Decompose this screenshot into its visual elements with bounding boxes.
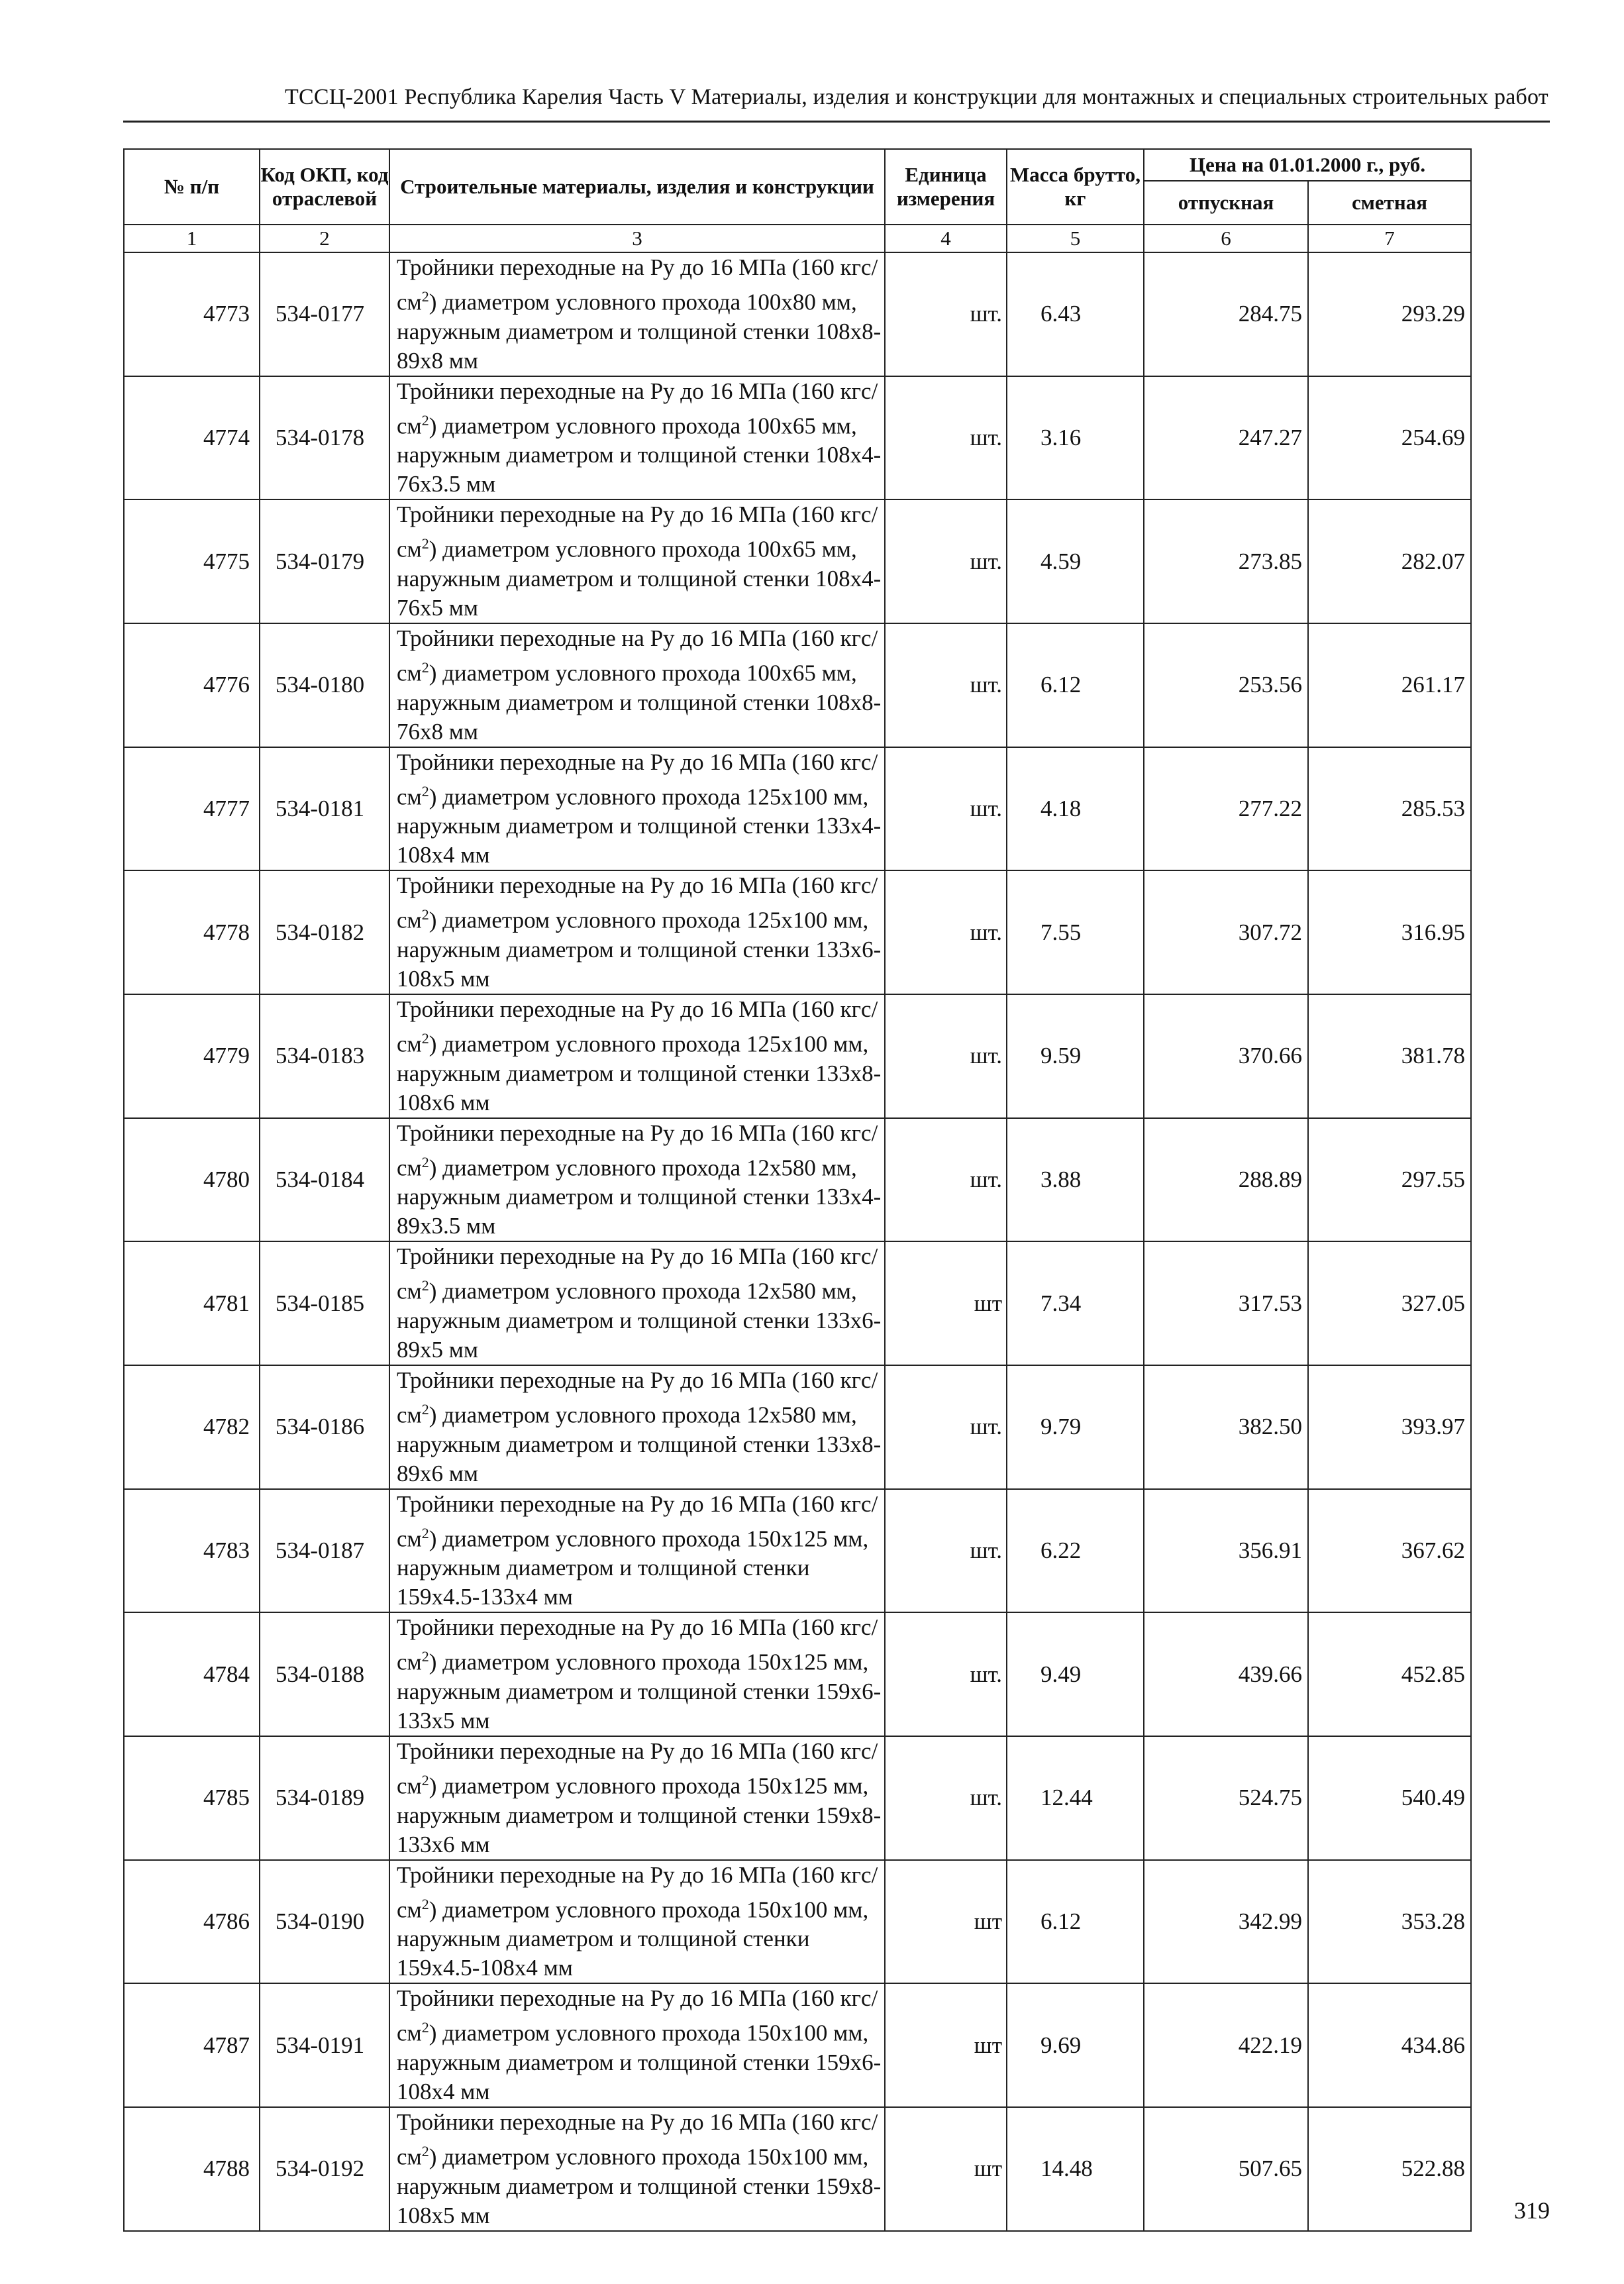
row-unit: шт [885, 1241, 1007, 1365]
row-price-est: 282.07 [1308, 499, 1471, 623]
row-description-a: Тройники переходные на Ру до 16 МПа (160 кгс/см [397, 1243, 878, 1304]
table-row [124, 747, 1471, 871]
row-price-out: 307.72 [1144, 870, 1308, 994]
row-price-est: 353.28 [1308, 1860, 1471, 1984]
row-price-out: 277.22 [1144, 747, 1308, 871]
table-row [124, 870, 1471, 994]
row-description [389, 1241, 885, 1365]
row-index: 4786 [124, 1860, 260, 1984]
row-code: 534-0191 [260, 1983, 389, 2107]
row-price-out: 370.66 [1144, 994, 1308, 1118]
header-rule [123, 121, 1550, 123]
row-mass: 9.49 [1007, 1612, 1144, 1736]
row-index: 4784 [124, 1612, 260, 1736]
col-number: 7 [1308, 225, 1471, 252]
row-mass: 6.12 [1007, 623, 1144, 747]
row-description-a: Тройники переходные на Ру до 16 МПа (160 кгс/см [397, 1861, 878, 1923]
row-code: 534-0192 [260, 2107, 389, 2231]
table-row [124, 376, 1471, 500]
row-unit: шт. [885, 376, 1007, 500]
row-price-est: 316.95 [1308, 870, 1471, 994]
row-price-out: 356.91 [1144, 1489, 1308, 1613]
row-description-b: ) диаметром условного прохода 100х80 мм, наружным диаметром и толщиной стенки 108х8-89х8 мм [397, 289, 882, 374]
row-code: 534-0183 [260, 994, 389, 1118]
row-index: 4781 [124, 1241, 260, 1365]
row-description-sup: 2 [421, 1400, 429, 1418]
row-mass: 4.59 [1007, 499, 1144, 623]
table-row [124, 1736, 1471, 1860]
row-unit: шт. [885, 1365, 1007, 1489]
row-description-a: Тройники переходные на Ру до 16 МПа (160 кгс/см [397, 749, 878, 810]
row-description [389, 1118, 885, 1242]
row-unit: шт. [885, 623, 1007, 747]
header-price-group: Цена на 01.01.2000 г., руб. [1144, 149, 1471, 181]
row-description-sup: 2 [421, 1277, 429, 1294]
row-price-out: 284.75 [1144, 252, 1308, 376]
table-row [124, 1365, 1471, 1489]
table-row [124, 1241, 1471, 1365]
row-price-out: 507.65 [1144, 2107, 1308, 2231]
row-price-est: 293.29 [1308, 252, 1471, 376]
row-price-est: 522.88 [1308, 2107, 1471, 2231]
row-index: 4782 [124, 1365, 260, 1489]
row-description [389, 499, 885, 623]
row-description-sup: 2 [421, 288, 429, 305]
row-index: 4787 [124, 1983, 260, 2107]
header-price-est: сметная [1308, 181, 1471, 225]
row-mass: 6.43 [1007, 252, 1144, 376]
row-description-b: ) диаметром условного прохода 150х125 мм, наружным диаметром и толщиной стенки 159х4.5-133х4 мм [397, 1526, 869, 1610]
col-number: 4 [885, 225, 1007, 252]
row-mass: 9.79 [1007, 1365, 1144, 1489]
row-description [389, 1860, 885, 1984]
row-description-b: ) диаметром условного прохода 100х65 мм, наружным диаметром и толщиной стенки 108х4-76х5 мм [397, 536, 882, 621]
row-description [389, 252, 885, 376]
row-price-out: 439.66 [1144, 1612, 1308, 1736]
row-mass: 6.12 [1007, 1860, 1144, 1984]
row-description-sup: 2 [421, 1648, 429, 1665]
row-code: 534-0186 [260, 1365, 389, 1489]
row-description-a: Тройники переходные на Ру до 16 МПа (160 кгс/см [397, 1490, 878, 1552]
row-description [389, 994, 885, 1118]
row-description-a: Тройники переходные на Ру до 16 МПа (160 кгс/см [397, 378, 878, 439]
row-description-b: ) диаметром условного прохода 150х100 мм, наружным диаметром и толщиной стенки 159х4.5-108х4 мм [397, 1896, 869, 1981]
row-price-out: 253.56 [1144, 623, 1308, 747]
row-price-est: 452.85 [1308, 1612, 1471, 1736]
column-number-row [124, 225, 1471, 252]
row-unit: шт. [885, 1736, 1007, 1860]
row-price-out: 524.75 [1144, 1736, 1308, 1860]
row-description-sup: 2 [421, 535, 429, 552]
row-description [389, 1612, 885, 1736]
row-description-sup: 2 [421, 1524, 429, 1541]
row-price-out: 273.85 [1144, 499, 1308, 623]
row-unit: шт [885, 2107, 1007, 2231]
table-row [124, 1489, 1471, 1613]
row-description [389, 1489, 885, 1613]
row-description-a: Тройники переходные на Ру до 16 МПа (160 кгс/см [397, 1119, 878, 1181]
row-mass: 7.34 [1007, 1241, 1144, 1365]
row-price-est: 434.86 [1308, 1983, 1471, 2107]
page-header-title: ТССЦ-2001 Республика Карелия Часть V Материалы, изделия и конструкции для монтажных и специальных строительных работ [285, 85, 1548, 109]
page-number: 319 [1514, 2197, 1550, 2224]
row-index: 4777 [124, 747, 260, 871]
row-price-est: 297.55 [1308, 1118, 1471, 1242]
table-row [124, 1612, 1471, 1736]
row-description-a: Тройники переходные на Ру до 16 МПа (160 кгс/см [397, 625, 878, 686]
row-index: 4773 [124, 252, 260, 376]
col-number: 5 [1007, 225, 1144, 252]
row-unit: шт. [885, 1489, 1007, 1613]
row-description-a: Тройники переходные на Ру до 16 МПа (160 кгс/см [397, 1985, 878, 2046]
header-code: Код ОКП, код отраслевой [260, 149, 389, 225]
row-code: 534-0179 [260, 499, 389, 623]
row-mass: 4.18 [1007, 747, 1144, 871]
row-description-b: ) диаметром условного прохода 150х100 мм, наружным диаметром и толщиной стенки 159х6-108х4 мм [397, 2020, 882, 2104]
col-number: 3 [389, 225, 885, 252]
row-unit: шт. [885, 252, 1007, 376]
row-mass: 12.44 [1007, 1736, 1144, 1860]
row-description [389, 623, 885, 747]
table-row [124, 499, 1471, 623]
row-description-sup: 2 [421, 2019, 429, 2036]
row-price-est: 393.97 [1308, 1365, 1471, 1489]
row-price-est: 540.49 [1308, 1736, 1471, 1860]
row-description-a: Тройники переходные на Ру до 16 МПа (160 кгс/см [397, 2108, 878, 2170]
row-description-a: Тройники переходные на Ру до 16 МПа (160 кгс/см [397, 996, 878, 1057]
row-price-est: 285.53 [1308, 747, 1471, 871]
table-row [124, 252, 1471, 376]
row-unit: шт [885, 1983, 1007, 2107]
row-price-out: 382.50 [1144, 1365, 1308, 1489]
row-description-b: ) диаметром условного прохода 125х100 мм, наружным диаметром и толщиной стенки 133х6-108х5 мм [397, 907, 882, 992]
row-index: 4774 [124, 376, 260, 500]
table-row [124, 994, 1471, 1118]
row-code: 534-0189 [260, 1736, 389, 1860]
row-description-sup: 2 [421, 658, 429, 676]
row-unit: шт. [885, 1118, 1007, 1242]
row-description-a: Тройники переходные на Ру до 16 МПа (160 кгс/см [397, 254, 878, 315]
row-unit: шт. [885, 870, 1007, 994]
row-description-a: Тройники переходные на Ру до 16 МПа (160 кгс/см [397, 1738, 878, 1799]
row-description-sup: 2 [421, 1895, 429, 1912]
row-price-est: 254.69 [1308, 376, 1471, 500]
row-description [389, 870, 885, 994]
table-body [124, 225, 1471, 2231]
row-description [389, 1983, 885, 2107]
row-code: 534-0180 [260, 623, 389, 747]
row-mass: 6.22 [1007, 1489, 1144, 1613]
row-description-b: ) диаметром условного прохода 12х580 мм, наружным диаметром и толщиной стенки 133х6-89х5 мм [397, 1278, 882, 1363]
col-number: 6 [1144, 225, 1308, 252]
row-mass: 9.69 [1007, 1983, 1144, 2107]
col-number: 1 [124, 225, 260, 252]
row-index: 4785 [124, 1736, 260, 1860]
row-price-est: 261.17 [1308, 623, 1471, 747]
row-price-est: 327.05 [1308, 1241, 1471, 1365]
row-description-b: ) диаметром условного прохода 125х100 мм, наружным диаметром и толщиной стенки 133х4-108х4 мм [397, 784, 882, 868]
row-code: 534-0190 [260, 1860, 389, 1984]
row-mass: 3.16 [1007, 376, 1144, 500]
row-price-out: 288.89 [1144, 1118, 1308, 1242]
row-unit: шт. [885, 1612, 1007, 1736]
row-description-b: ) диаметром условного прохода 150х125 мм, наружным диаметром и толщиной стенки 159х6-133х5 мм [397, 1649, 882, 1734]
row-unit: шт. [885, 994, 1007, 1118]
row-index: 4780 [124, 1118, 260, 1242]
row-index: 4778 [124, 870, 260, 994]
row-price-out: 247.27 [1144, 376, 1308, 500]
row-description [389, 1365, 885, 1489]
row-description-b: ) диаметром условного прохода 12х580 мм, наружным диаметром и толщиной стенки 133х4-89х3.5 мм [397, 1155, 882, 1239]
row-mass: 14.48 [1007, 2107, 1144, 2231]
row-description [389, 376, 885, 500]
row-description-b: ) диаметром условного прохода 150х125 мм, наружным диаметром и толщиной стенки 159х8-133х6 мм [397, 1773, 882, 1857]
row-price-est: 367.62 [1308, 1489, 1471, 1613]
table-row [124, 1983, 1471, 2107]
row-code: 534-0185 [260, 1241, 389, 1365]
table-row [124, 1118, 1471, 1242]
row-unit: шт. [885, 747, 1007, 871]
row-description-a: Тройники переходные на Ру до 16 МПа (160 кгс/см [397, 1367, 878, 1428]
header-idx: № п/п [124, 149, 260, 225]
row-description [389, 747, 885, 871]
row-description-a: Тройники переходные на Ру до 16 МПа (160 кгс/см [397, 1614, 878, 1675]
row-index: 4779 [124, 994, 260, 1118]
table-row [124, 1860, 1471, 1984]
row-description-sup: 2 [421, 411, 429, 429]
row-description-sup: 2 [421, 782, 429, 800]
table-row [124, 623, 1471, 747]
table-row [124, 2107, 1471, 2231]
header-name: Строительные материалы, изделия и конструкции [389, 149, 885, 225]
row-mass: 3.88 [1007, 1118, 1144, 1242]
row-code: 534-0184 [260, 1118, 389, 1242]
row-code: 534-0177 [260, 252, 389, 376]
row-code: 534-0181 [260, 747, 389, 871]
row-description-sup: 2 [421, 1771, 429, 1789]
row-description-b: ) диаметром условного прохода 100х65 мм, наружным диаметром и толщиной стенки 108х4-76х3.5 мм [397, 413, 882, 497]
row-mass: 7.55 [1007, 870, 1144, 994]
header-unit: Единица измерения [885, 149, 1007, 225]
row-price-out: 317.53 [1144, 1241, 1308, 1365]
row-description-sup: 2 [421, 2142, 429, 2159]
row-description-sup: 2 [421, 1029, 429, 1047]
row-index: 4783 [124, 1489, 260, 1613]
row-unit: шт. [885, 499, 1007, 623]
header-mass: Масса брутто, кг [1007, 149, 1144, 225]
row-description-b: ) диаметром условного прохода 12х580 мм, наружным диаметром и толщиной стенки 133х8-89х6 мм [397, 1402, 882, 1486]
row-code: 534-0178 [260, 376, 389, 500]
row-description-sup: 2 [421, 906, 429, 923]
row-unit: шт [885, 1860, 1007, 1984]
row-index: 4788 [124, 2107, 260, 2231]
row-description-b: ) диаметром условного прохода 150х100 мм, наружным диаметром и толщиной стенки 159х8-108х5 мм [397, 2144, 882, 2228]
row-description-sup: 2 [421, 1153, 429, 1170]
row-description-a: Тройники переходные на Ру до 16 МПа (160 кгс/см [397, 501, 878, 562]
header-price-out: отпускная [1144, 181, 1308, 225]
row-code: 534-0188 [260, 1612, 389, 1736]
row-index: 4775 [124, 499, 260, 623]
row-price-out: 422.19 [1144, 1983, 1308, 2107]
row-description-b: ) диаметром условного прохода 125х100 мм, наружным диаметром и толщиной стенки 133х8-108х6 мм [397, 1031, 882, 1116]
row-mass: 9.59 [1007, 994, 1144, 1118]
col-number: 2 [260, 225, 389, 252]
row-code: 534-0182 [260, 870, 389, 994]
row-description [389, 2107, 885, 2231]
row-description [389, 1736, 885, 1860]
row-price-est: 381.78 [1308, 994, 1471, 1118]
price-table [123, 148, 1472, 2232]
row-code: 534-0187 [260, 1489, 389, 1613]
row-index: 4776 [124, 623, 260, 747]
row-description-a: Тройники переходные на Ру до 16 МПа (160 кгс/см [397, 872, 878, 933]
row-description-b: ) диаметром условного прохода 100х65 мм, наружным диаметром и толщиной стенки 108х8-76х8 мм [397, 660, 882, 745]
row-price-out: 342.99 [1144, 1860, 1308, 1984]
